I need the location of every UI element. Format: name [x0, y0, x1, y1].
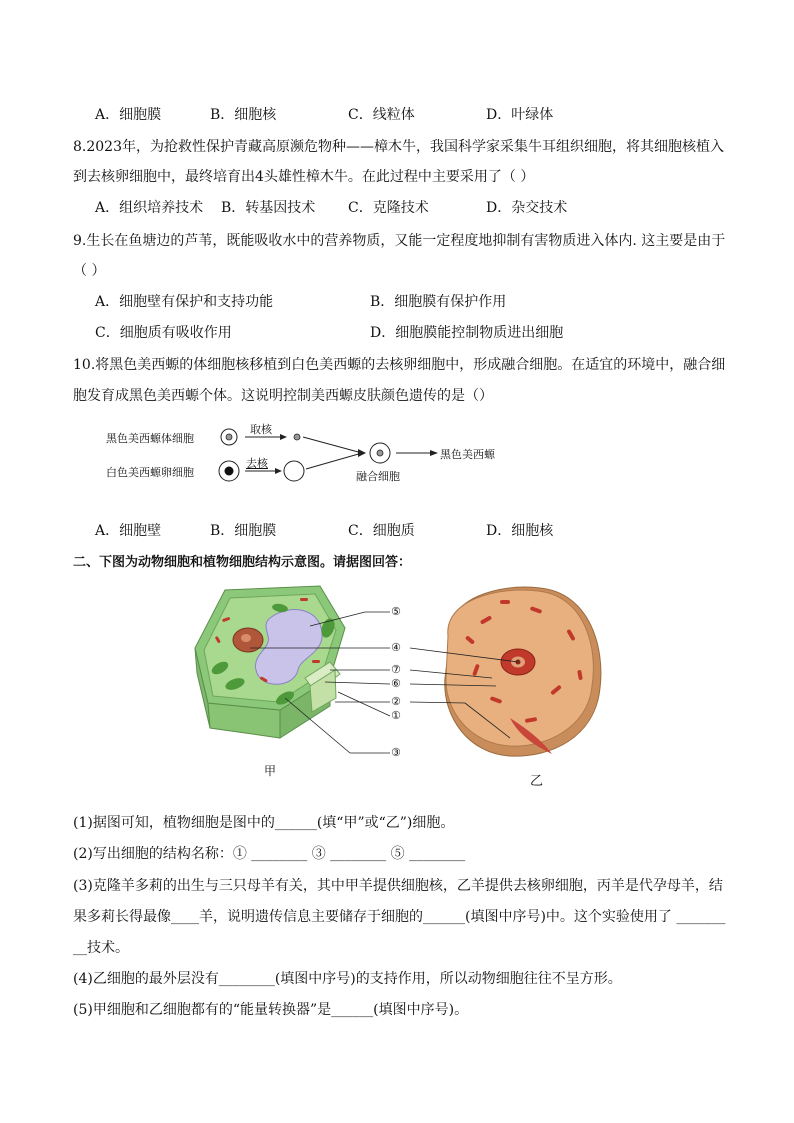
nuclear-transfer-diagram	[100, 415, 520, 485]
cell-structure-diagram	[180, 578, 610, 788]
black-somatic-cell-icon	[221, 429, 237, 445]
fused-cell-icon	[370, 443, 390, 463]
q10-stem-line1: 10.将黑色美西螈的体细胞核移植到白色美西螈的去核卵细胞中，形成融合细胞。在适宜的环境中，融合细	[73, 357, 726, 373]
q9-stem-line2: （ ）	[73, 263, 106, 279]
fused-cell-label: 融合细胞	[356, 470, 400, 483]
q10-stem-line2: 胞发育成黑色美西螈个体。这说明控制美西螈皮肤颜色遗传的是（）	[73, 388, 493, 404]
label-7: ⑦	[391, 663, 401, 676]
caption-animal: 乙	[530, 774, 544, 789]
q9-option-c: C．细胞质有吸收作用	[95, 325, 232, 341]
q9-option-b: B．细胞膜有保护作用	[370, 294, 507, 310]
q8-stem-line1: 8.2023年，为抢救性保护青藏高原濒危物种——樟木牛，我国科学家采集牛耳组织细胞，将其细胞核植入	[73, 139, 724, 155]
section2-title: 二、下图为动物细胞和植物细胞结构示意图。请据图回答：	[73, 555, 412, 570]
label-3: ③	[391, 746, 401, 759]
q8-option-a: A．组织培养技术	[95, 200, 204, 216]
q7-option-a: A．细胞膜	[95, 107, 162, 123]
q10-option-b: B．细胞膜	[210, 523, 277, 539]
q10-option-a: A．细胞壁	[95, 523, 162, 539]
question-3-line3: __技术。	[73, 940, 129, 956]
q8-option-b: B．转基因技术	[221, 200, 316, 216]
question-3-line1: (3)克隆羊多莉的出生与三只母羊有关，其中甲羊提供细胞核，乙羊提供去核卵细胞，丙羊是代孕母羊，结	[73, 878, 723, 894]
white-egg-cell-label: 白色美西螈卵细胞	[106, 466, 194, 479]
take-nucleus-label: 取核	[250, 423, 272, 436]
q7-option-d: D．叶绿体	[486, 107, 554, 123]
label-1: ①	[391, 709, 401, 722]
question-1: (1)据图可知，植物细胞是图中的______(填“甲”或“乙”)细胞。	[73, 815, 455, 831]
label-6: ⑥	[391, 677, 401, 690]
question-5: (5)甲细胞和乙细胞都有的“能量转换器”是______(填图中序号)。	[73, 1002, 469, 1018]
black-somatic-cell-label: 黑色美西螈体细胞	[106, 432, 194, 445]
label-5: ⑤	[391, 605, 401, 618]
enucleated-egg-icon	[284, 461, 304, 481]
q10-option-d: D．细胞核	[486, 523, 554, 539]
label-4: ④	[391, 641, 401, 654]
caption-plant: 甲	[264, 764, 277, 778]
question-2: (2)写出细胞的结构名称：① ________ ③ ________ ⑤ ________	[73, 846, 466, 862]
q10-option-c: C．细胞质	[348, 523, 415, 539]
plant-cell-icon	[195, 586, 345, 738]
question-3-line2: 果多莉长得最像____羊，说明遗传信息主要储存于细胞的______(填图中序号)中。这个实验使用了 _______	[73, 909, 726, 925]
animal-cell-icon	[445, 587, 601, 756]
label-2: ②	[391, 695, 401, 708]
q7-option-b: B．细胞核	[210, 107, 277, 123]
q7-option-c: C．线粒体	[348, 107, 415, 123]
q8-option-c: C．克隆技术	[348, 200, 429, 216]
q8-option-d: D．杂交技术	[486, 200, 568, 216]
q9-stem-line1: 9.生长在鱼塘边的芦苇，既能吸收水中的营养物质，又能一定程度地抑制有害物质进入体内. 这主要是由于	[73, 233, 726, 249]
q8-stem-line2: 到去核卵细胞中，最终培育出4头雄性樟木牛。在此过程中主要采用了（ ）	[73, 169, 535, 185]
nucleus-icon	[294, 434, 300, 440]
q9-option-a: A．细胞壁有保护和支持功能	[95, 294, 274, 310]
q9-option-d: D．细胞膜能控制物质进出细胞	[370, 325, 564, 341]
white-egg-cell-icon	[219, 461, 239, 481]
result-label: 黑色美西螈	[440, 448, 495, 461]
remove-nucleus-label: 去核	[246, 457, 268, 470]
question-4: (4)乙细胞的最外层没有________(填图中序号)的支持作用，所以动物细胞往往不呈方形。	[73, 971, 622, 987]
